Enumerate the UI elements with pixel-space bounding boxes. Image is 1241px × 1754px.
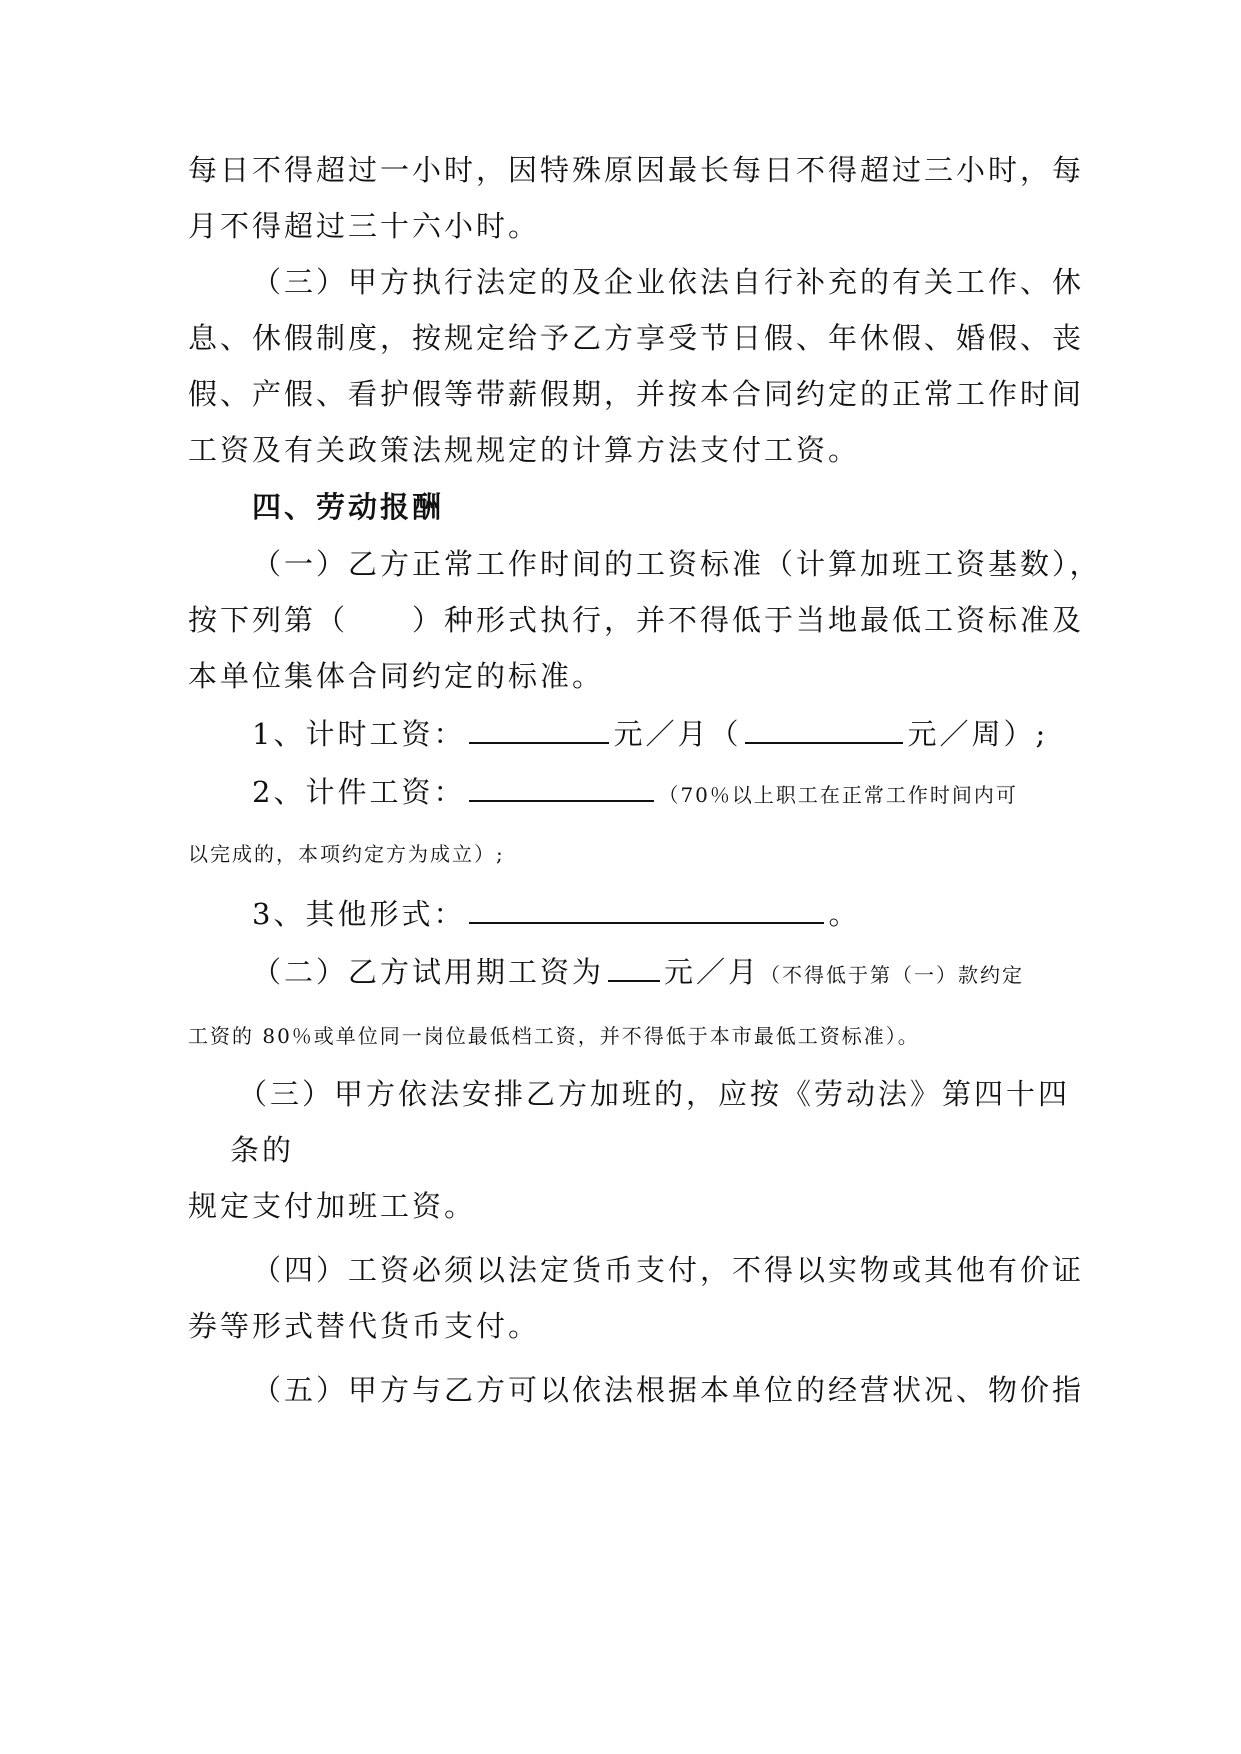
paragraph-line: 每日不得超过一小时，因特殊原因最长每日不得超过三小时，每 [188, 153, 1085, 187]
piece-wage-note: （70％以上职工在正常工作时间内可 [658, 783, 1018, 807]
monthly-unit: 元／月（ [613, 717, 742, 751]
probation-wage-blank[interactable] [608, 950, 660, 982]
probation-label: （二）乙方试用期工资为 [252, 955, 605, 989]
paragraph-line: 月不得超过三十六小时。 [188, 209, 541, 243]
paragraph-line: 券等形式替代货币支付。 [188, 1309, 541, 1343]
note-line: 工资的 80％或单位同一岗位最低档工资，并不得低于本市最低工资标准）。 [188, 1024, 920, 1048]
clause-1-line: （一）乙方正常工作时间的工资标准（计算加班工资基数）， [252, 547, 1102, 581]
paragraph-line: 规定支付加班工资。 [188, 1189, 477, 1223]
hourly-wage-line [252, 712, 1048, 754]
paragraph-line: 工资及有关政策法规规定的计算方法支付工资。 [188, 433, 861, 467]
clause-3-overtime-line: （三）甲方依法安排乙方加班的，应按《劳动法》第四十四 [238, 1077, 1071, 1111]
clause-4-line: （四）工资必须以法定货币支付，不得以实物或其他有价证 [252, 1253, 1085, 1287]
note-line: 以完成的，本项约定方为成立）; [188, 842, 505, 866]
paragraph-line: 假、产假、看护假等带薪假期，并按本合同约定的正常工作时间 [188, 377, 1085, 411]
paragraph-line: 息、休假制度，按规定给予乙方享受节日假、年休假、婚假、丧 [188, 321, 1085, 355]
weekly-wage-blank[interactable] [745, 712, 903, 744]
other-form-blank[interactable] [469, 892, 824, 924]
monthly-wage-blank[interactable] [469, 712, 609, 744]
period-mark: 。 [828, 897, 861, 931]
probation-note: （不得低于第（一）款约定 [760, 963, 1025, 987]
section-heading: 四、劳动报酬 [252, 490, 445, 524]
piece-wage-label: 2、计件工资： [252, 775, 466, 809]
weekly-unit: 元／周）; [907, 717, 1049, 751]
paragraph-line: 按下列第（ ）种形式执行，并不得低于当地最低工资标准及 [188, 603, 1085, 637]
other-form-line [252, 892, 860, 934]
hourly-wage-label: 1、计时工资： [252, 717, 466, 751]
probation-unit: 元／月 [664, 955, 761, 989]
paragraph-line: 本单位集体合同约定的标准。 [188, 659, 605, 693]
other-form-label: 3、其他形式： [252, 897, 466, 931]
paragraph-line: 条的 [230, 1133, 295, 1167]
piece-wage-line [252, 770, 1018, 815]
probation-wage-line [252, 950, 1024, 995]
piece-wage-blank[interactable] [469, 770, 654, 802]
clause-3-line: （三）甲方执行法定的及企业依法自行补充的有关工作、休 [252, 265, 1085, 299]
clause-5-line: （五）甲方与乙方可以依法根据本单位的经营状况、物价指 [252, 1373, 1085, 1407]
